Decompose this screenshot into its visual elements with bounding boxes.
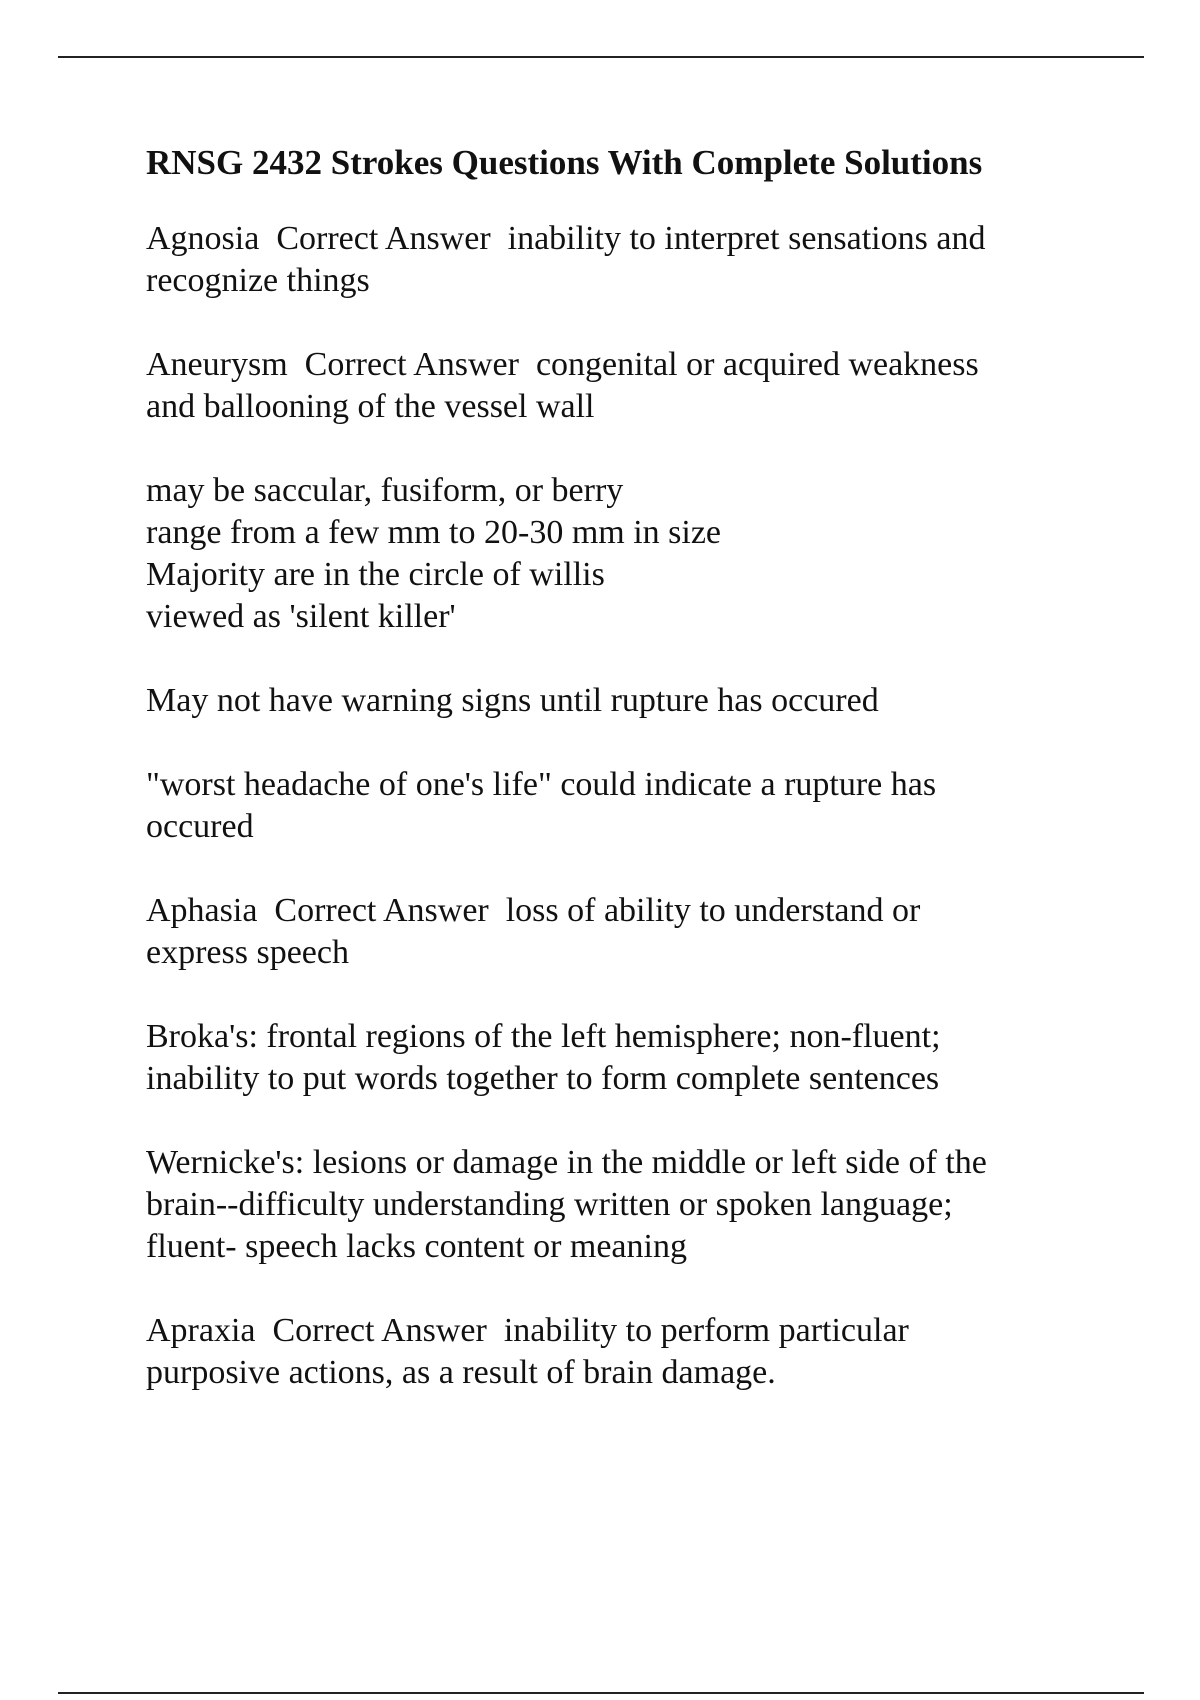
text-line: range from a few mm to 20-30 mm in size (146, 514, 722, 551)
text-line: Apraxia Correct Answer inability to perform particular (146, 1312, 909, 1349)
text-line: occured (146, 808, 254, 845)
aphasia-wernicke (146, 1142, 1106, 1268)
text-line: may be saccular, fusiform, or berry (146, 472, 624, 509)
qa-aphasia (146, 890, 1106, 974)
text-line: Agnosia Correct Answer inability to interpret sensations and (146, 220, 986, 257)
text-line: inability to put words together to form complete sentences (146, 1060, 940, 1097)
text-line: Majority are in the circle of willis (146, 556, 605, 593)
qa-agnosia (146, 218, 1106, 302)
text-line: express speech (146, 934, 349, 971)
aneurysm-warning (146, 680, 1106, 722)
text-line: brain--difficulty understanding written or spoken language; (146, 1186, 953, 1223)
qa-aneurysm (146, 344, 1106, 428)
text-line: recognize things (146, 262, 370, 299)
aneurysm-headache (146, 764, 1106, 848)
text-line: Aneurysm Correct Answer congenital or acquired weakness (146, 346, 979, 383)
text-line: and ballooning of the vessel wall (146, 388, 595, 425)
text-line: fluent- speech lacks content or meaning (146, 1228, 687, 1265)
bottom-divider (58, 1692, 1144, 1694)
top-divider (58, 56, 1144, 58)
qa-apraxia (146, 1310, 1106, 1394)
aneurysm-details (146, 470, 1106, 638)
text-line: May not have warning signs until rupture has occured (146, 682, 879, 719)
text-line: viewed as 'silent killer' (146, 598, 456, 635)
text-line: Aphasia Correct Answer loss of ability to understand or (146, 892, 921, 929)
document-body (146, 142, 1106, 1436)
text-line: Wernicke's: lesions or damage in the middle or left side of the (146, 1144, 987, 1181)
text-line: "worst headache of one's life" could indicate a rupture has (146, 766, 937, 803)
aphasia-broka (146, 1016, 1106, 1100)
text-line: purposive actions, as a result of brain damage. (146, 1354, 776, 1391)
document-title: RNSG 2432 Strokes Questions With Complete Solutions (146, 143, 983, 182)
text-line: Broka's: frontal regions of the left hemisphere; non-fluent; (146, 1018, 941, 1055)
